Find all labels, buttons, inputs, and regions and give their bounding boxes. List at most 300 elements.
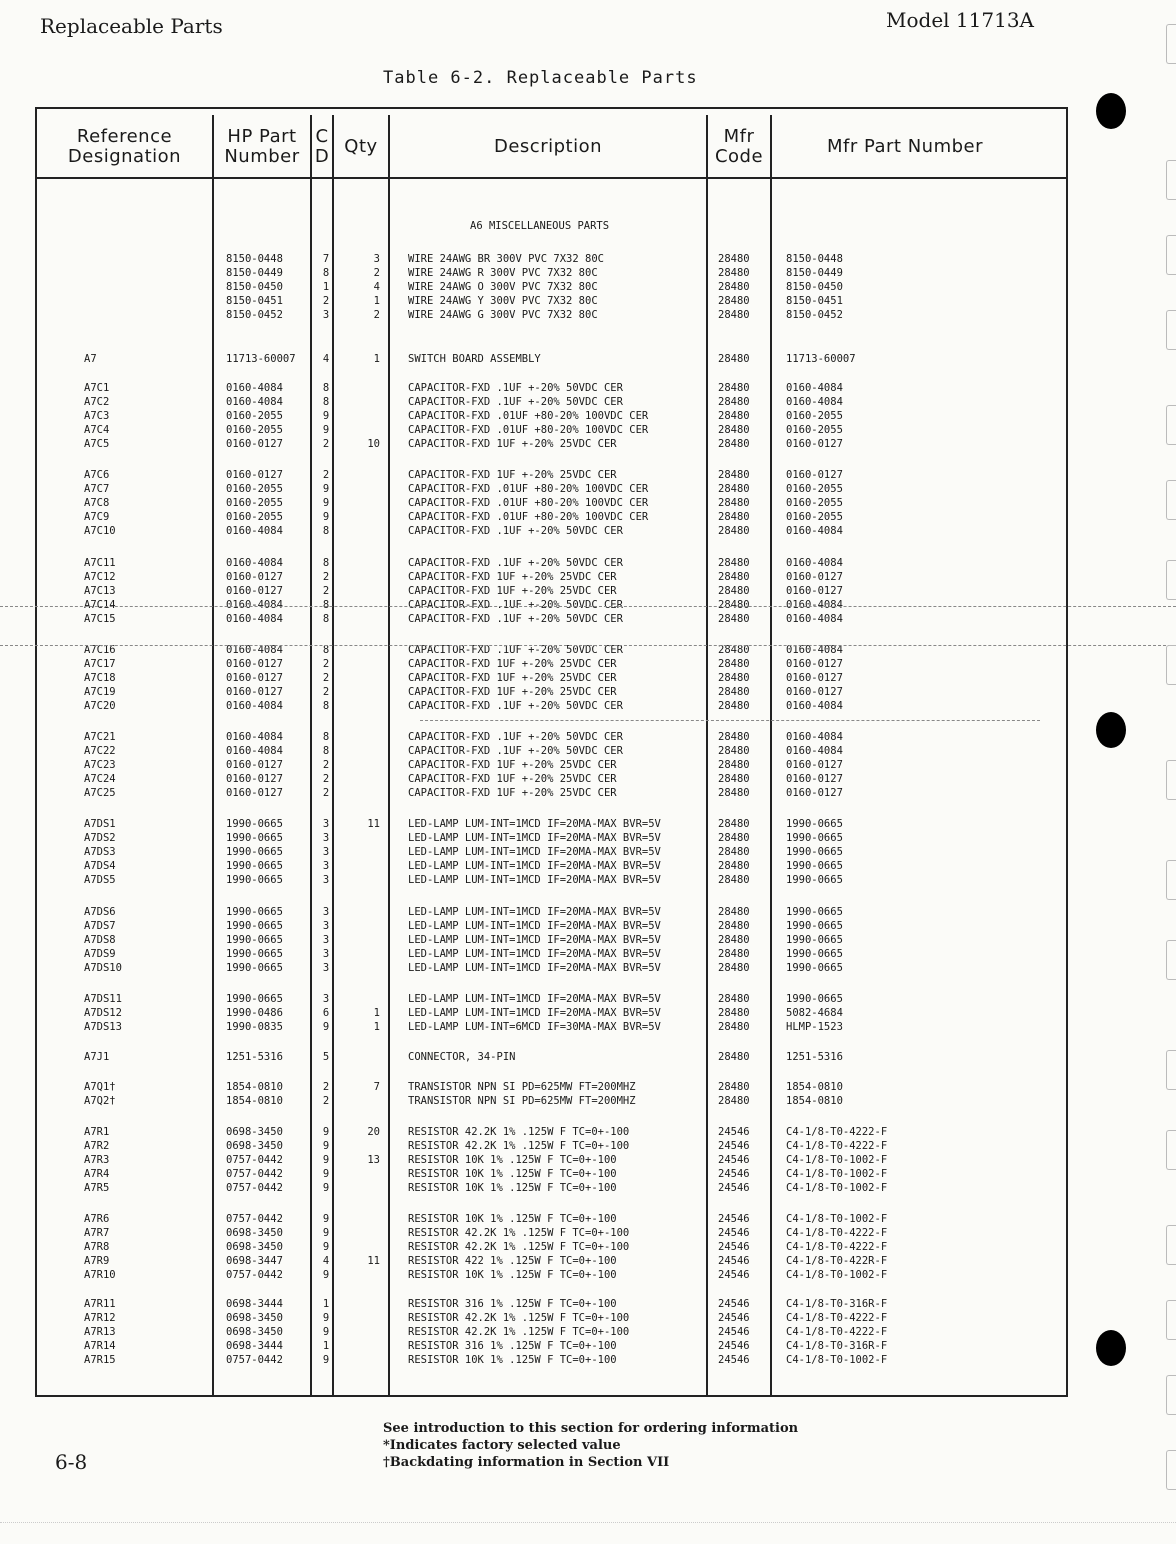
mfr-code: 28480 xyxy=(718,571,750,583)
description: LED-LAMP LUM-INT=1MCD IF=20MA-MAX BVR=5V xyxy=(408,962,661,974)
mfr-part-number: 0160-4084 xyxy=(786,731,843,743)
reference-designation: A7C24 xyxy=(84,773,116,785)
check-digit: 3 xyxy=(322,309,330,321)
description: CAPACITOR-FXD .1UF +-20% 50VDC CER xyxy=(408,731,623,743)
mfr-part-number: 5082-4684 xyxy=(786,1007,843,1019)
hp-part-number: 1990-0665 xyxy=(226,846,283,858)
mfr-part-number: C4-1/8-T0-1002-F xyxy=(786,1168,888,1180)
table-row xyxy=(0,961,1100,975)
table-row xyxy=(0,1325,1100,1339)
reference-designation: A7C7 xyxy=(84,483,110,495)
table-row xyxy=(0,1094,1100,1108)
description: CAPACITOR-FXD 1UF +-20% 25VDC CER xyxy=(408,469,617,481)
hp-part-number: 0698-3450 xyxy=(226,1326,283,1338)
reference-designation: A7C22 xyxy=(84,745,116,757)
description: WIRE 24AWG Y 300V PVC 7X32 80C xyxy=(408,295,598,307)
reference-designation: A7C8 xyxy=(84,497,110,509)
mfr-part-number: 1251-5316 xyxy=(786,1051,843,1063)
hp-part-number: 1990-0665 xyxy=(226,993,283,1005)
table-row xyxy=(0,1297,1100,1311)
table-row xyxy=(0,1339,1100,1353)
check-digit: 2 xyxy=(322,1081,330,1093)
check-digit: 8 xyxy=(322,599,330,611)
mfr-part-number: C4-1/8-T0-316R-F xyxy=(786,1298,888,1310)
check-digit: 9 xyxy=(322,1326,330,1338)
hp-part-number: 1251-5316 xyxy=(226,1051,283,1063)
mfr-code: 28480 xyxy=(718,1007,750,1019)
col-header-cd: C D xyxy=(314,126,330,167)
col-header-mfr-part: Mfr Part Number xyxy=(826,136,984,157)
mfr-code: 28480 xyxy=(718,759,750,771)
check-digit: 8 xyxy=(322,267,330,279)
check-digit: 2 xyxy=(322,787,330,799)
reference-designation: A7C25 xyxy=(84,787,116,799)
check-digit: 8 xyxy=(322,613,330,625)
hp-part-number: 0160-4084 xyxy=(226,613,283,625)
hp-part-number: 0698-3450 xyxy=(226,1312,283,1324)
col-header-hp-part: HP Part Number xyxy=(224,126,300,167)
table-row xyxy=(0,381,1100,395)
table-row xyxy=(0,1050,1100,1064)
table-row xyxy=(0,482,1100,496)
mfr-code: 28480 xyxy=(718,962,750,974)
table-row xyxy=(0,699,1100,713)
hp-part-number: 0757-0442 xyxy=(226,1354,283,1366)
hp-part-number: 1990-0665 xyxy=(226,860,283,872)
description: RESISTOR 42.2K 1% .125W F TC=0+-100 xyxy=(408,1227,630,1239)
table-row xyxy=(0,1020,1100,1034)
hp-part-number: 1990-0665 xyxy=(226,962,283,974)
check-digit: 9 xyxy=(322,483,330,495)
check-digit: 9 xyxy=(322,1312,330,1324)
table-row xyxy=(0,409,1100,423)
mfr-part-number: 8150-0452 xyxy=(786,309,843,321)
mfr-code: 24546 xyxy=(718,1269,750,1281)
mfr-code: 28480 xyxy=(718,483,750,495)
mfr-part-number: C4-1/8-T0-4222-F xyxy=(786,1241,888,1253)
mfr-part-number: 0160-0127 xyxy=(786,658,843,670)
table-row xyxy=(0,266,1100,280)
hp-part-number: 1990-0665 xyxy=(226,874,283,886)
hp-part-number: 0160-4084 xyxy=(226,700,283,712)
hp-part-number: 8150-0449 xyxy=(226,267,283,279)
hp-part-number: 0160-0127 xyxy=(226,438,283,450)
mfr-code: 28480 xyxy=(718,874,750,886)
edge-tab xyxy=(1166,405,1176,445)
reference-designation: A7 xyxy=(84,353,97,365)
table-row xyxy=(0,671,1100,685)
mfr-code: 28480 xyxy=(718,1051,750,1063)
mfr-part-number: 8150-0450 xyxy=(786,281,843,293)
hp-part-number: 0160-4084 xyxy=(226,525,283,537)
table-title: Table 6-2. Replaceable Parts xyxy=(383,68,698,88)
hp-part-number: 0160-0127 xyxy=(226,759,283,771)
description: LED-LAMP LUM-INT=1MCD IF=20MA-MAX BVR=5V xyxy=(408,1007,661,1019)
check-digit: 8 xyxy=(322,644,330,656)
check-digit: 9 xyxy=(322,1213,330,1225)
description: CAPACITOR-FXD 1UF +-20% 25VDC CER xyxy=(408,672,617,684)
hp-part-number: 1990-0486 xyxy=(226,1007,283,1019)
description: RESISTOR 10K 1% .125W F TC=0+-100 xyxy=(408,1213,617,1225)
edge-tab xyxy=(1166,24,1176,64)
edge-tab xyxy=(1166,645,1176,685)
reference-designation: A7R10 xyxy=(84,1269,116,1281)
table-row xyxy=(0,252,1100,266)
mfr-code: 28480 xyxy=(718,672,750,684)
hp-part-number: 0698-3444 xyxy=(226,1298,283,1310)
col-header-qty: Qty xyxy=(344,136,378,157)
quantity: 1 xyxy=(373,1007,380,1019)
quantity: 4 xyxy=(373,281,380,293)
check-digit: 2 xyxy=(322,295,330,307)
page-header-right: Model 11713A xyxy=(886,8,1034,32)
mfr-code: 24546 xyxy=(718,1312,750,1324)
check-digit: 2 xyxy=(322,773,330,785)
mfr-part-number: C4-1/8-T0-4222-F xyxy=(786,1312,888,1324)
mfr-code: 28480 xyxy=(718,993,750,1005)
reference-designation: A7C23 xyxy=(84,759,116,771)
mfr-code: 28480 xyxy=(718,948,750,960)
mfr-part-number: 1854-0810 xyxy=(786,1095,843,1107)
quantity: 10 xyxy=(367,438,380,450)
table-row xyxy=(0,1080,1100,1094)
table-row xyxy=(0,919,1100,933)
hp-part-number: 0160-0127 xyxy=(226,787,283,799)
edge-tab xyxy=(1166,310,1176,350)
mfr-part-number: 0160-0127 xyxy=(786,438,843,450)
mfr-code: 28480 xyxy=(718,497,750,509)
description: LED-LAMP LUM-INT=1MCD IF=20MA-MAX BVR=5V xyxy=(408,818,661,830)
edge-tab xyxy=(1166,1130,1176,1170)
hp-part-number: 0757-0442 xyxy=(226,1154,283,1166)
table-row xyxy=(0,685,1100,699)
check-digit: 2 xyxy=(322,672,330,684)
description: TRANSISTOR NPN SI PD=625MW FT=200MHZ xyxy=(408,1095,636,1107)
table-row xyxy=(0,905,1100,919)
edge-tab xyxy=(1166,940,1176,980)
table-row xyxy=(0,395,1100,409)
check-digit: 2 xyxy=(322,658,330,670)
mfr-code: 28480 xyxy=(718,787,750,799)
reference-designation: A7DS7 xyxy=(84,920,116,932)
hp-part-number: 0698-3450 xyxy=(226,1126,283,1138)
table-row xyxy=(0,873,1100,887)
mfr-part-number: 0160-0127 xyxy=(786,469,843,481)
mfr-part-number: 0160-4084 xyxy=(786,525,843,537)
table-row xyxy=(0,992,1100,1006)
check-digit: 9 xyxy=(322,424,330,436)
description: CAPACITOR-FXD .1UF +-20% 50VDC CER xyxy=(408,396,623,408)
reference-designation: A7C1 xyxy=(84,382,110,394)
mfr-code: 24546 xyxy=(718,1298,750,1310)
mfr-part-number: 8150-0448 xyxy=(786,253,843,265)
mfr-part-number: 0160-4084 xyxy=(786,644,843,656)
table-row xyxy=(0,817,1100,831)
description: CAPACITOR-FXD .1UF +-20% 50VDC CER xyxy=(408,700,623,712)
check-digit: 2 xyxy=(322,585,330,597)
description: RESISTOR 42.2K 1% .125W F TC=0+-100 xyxy=(408,1241,630,1253)
mfr-code: 28480 xyxy=(718,295,750,307)
quantity: 1 xyxy=(373,1021,380,1033)
check-digit: 3 xyxy=(322,874,330,886)
check-digit: 3 xyxy=(322,860,330,872)
mfr-part-number: 1990-0665 xyxy=(786,993,843,1005)
check-digit: 4 xyxy=(322,353,330,365)
mfr-part-number: 0160-2055 xyxy=(786,497,843,509)
reference-designation: A7C19 xyxy=(84,686,116,698)
reference-designation: A7C9 xyxy=(84,511,110,523)
mfr-code: 28480 xyxy=(718,353,750,365)
fold-mark xyxy=(420,720,1040,721)
hp-part-number: 1990-0665 xyxy=(226,832,283,844)
mfr-code: 24546 xyxy=(718,1213,750,1225)
reference-designation: A7R8 xyxy=(84,1241,110,1253)
table-row xyxy=(0,1153,1100,1167)
mfr-part-number: C4-1/8-T0-4222-F xyxy=(786,1227,888,1239)
mfr-part-number: C4-1/8-T0-1002-F xyxy=(786,1213,888,1225)
description: LED-LAMP LUM-INT=1MCD IF=20MA-MAX BVR=5V xyxy=(408,832,661,844)
mfr-part-number: 1990-0665 xyxy=(786,962,843,974)
description: RESISTOR 10K 1% .125W F TC=0+-100 xyxy=(408,1168,617,1180)
mfr-code: 28480 xyxy=(718,253,750,265)
reference-designation: A7R5 xyxy=(84,1182,110,1194)
hp-part-number: 8150-0448 xyxy=(226,253,283,265)
mfr-code: 28480 xyxy=(718,1095,750,1107)
reference-designation: A7DS6 xyxy=(84,906,116,918)
table-row xyxy=(0,1240,1100,1254)
check-digit: 2 xyxy=(322,571,330,583)
description: RESISTOR 10K 1% .125W F TC=0+-100 xyxy=(408,1269,617,1281)
mfr-part-number: 0160-0127 xyxy=(786,686,843,698)
reference-designation: A7C3 xyxy=(84,410,110,422)
check-digit: 6 xyxy=(322,1007,330,1019)
reference-designation: A7C16 xyxy=(84,644,116,656)
quantity: 7 xyxy=(373,1081,380,1093)
reference-designation: A7DS9 xyxy=(84,948,116,960)
description: RESISTOR 42.2K 1% .125W F TC=0+-100 xyxy=(408,1140,630,1152)
footer-note: †Backdating information in Section VII xyxy=(383,1455,670,1470)
table-row xyxy=(0,423,1100,437)
table-row xyxy=(0,468,1100,482)
reference-designation: A7R4 xyxy=(84,1168,110,1180)
mfr-code: 24546 xyxy=(718,1241,750,1253)
description: LED-LAMP LUM-INT=1MCD IF=20MA-MAX BVR=5V xyxy=(408,860,661,872)
table-row xyxy=(0,1139,1100,1153)
reference-designation: A7DS4 xyxy=(84,860,116,872)
hp-part-number: 1854-0810 xyxy=(226,1095,283,1107)
reference-designation: A7DS8 xyxy=(84,934,116,946)
mfr-code: 28480 xyxy=(718,281,750,293)
check-digit: 8 xyxy=(322,557,330,569)
mfr-code: 28480 xyxy=(718,860,750,872)
mfr-part-number: 11713-60007 xyxy=(786,353,856,365)
description: TRANSISTOR NPN SI PD=625MW FT=200MHZ xyxy=(408,1081,636,1093)
check-digit: 4 xyxy=(322,1255,330,1267)
mfr-code: 28480 xyxy=(718,658,750,670)
reference-designation: A7C11 xyxy=(84,557,116,569)
mfr-code: 28480 xyxy=(718,613,750,625)
check-digit: 3 xyxy=(322,934,330,946)
quantity: 1 xyxy=(373,295,380,307)
reference-designation: A7DS10 xyxy=(84,962,122,974)
description: CAPACITOR-FXD 1UF +-20% 25VDC CER xyxy=(408,658,617,670)
mfr-code: 28480 xyxy=(718,920,750,932)
table-row xyxy=(0,308,1100,322)
mfr-code: 28480 xyxy=(718,396,750,408)
reference-designation: A7C12 xyxy=(84,571,116,583)
check-digit: 9 xyxy=(322,410,330,422)
edge-tab xyxy=(1166,860,1176,900)
table-row xyxy=(0,1311,1100,1325)
mfr-code: 28480 xyxy=(718,906,750,918)
check-digit: 3 xyxy=(322,948,330,960)
table-row xyxy=(0,598,1100,612)
mfr-code: 28480 xyxy=(718,745,750,757)
table-row xyxy=(0,1006,1100,1020)
reference-designation: A7C2 xyxy=(84,396,110,408)
mfr-code: 24546 xyxy=(718,1182,750,1194)
hp-part-number: 0160-4084 xyxy=(226,644,283,656)
description: RESISTOR 42.2K 1% .125W F TC=0+-100 xyxy=(408,1312,630,1324)
mfr-code: 28480 xyxy=(718,846,750,858)
mfr-part-number: 0160-0127 xyxy=(786,787,843,799)
mfr-part-number: 1990-0665 xyxy=(786,920,843,932)
check-digit: 1 xyxy=(322,1340,330,1352)
check-digit: 3 xyxy=(322,846,330,858)
binder-hole-icon xyxy=(1096,712,1126,748)
description: RESISTOR 10K 1% .125W F TC=0+-100 xyxy=(408,1354,617,1366)
description: CAPACITOR-FXD .1UF +-20% 50VDC CER xyxy=(408,745,623,757)
col-header-mfr-code: Mfr Code xyxy=(714,126,764,167)
hp-part-number: 0160-2055 xyxy=(226,511,283,523)
check-digit: 9 xyxy=(322,1182,330,1194)
check-digit: 3 xyxy=(322,818,330,830)
edge-tab xyxy=(1166,760,1176,800)
mfr-part-number: 0160-2055 xyxy=(786,410,843,422)
mfr-part-number: HLMP-1523 xyxy=(786,1021,843,1033)
hp-part-number: 0160-2055 xyxy=(226,410,283,422)
hp-part-number: 0160-4084 xyxy=(226,396,283,408)
edge-tab xyxy=(1166,1225,1176,1265)
mfr-code: 28480 xyxy=(718,309,750,321)
table-row xyxy=(0,1125,1100,1139)
binder-hole-icon xyxy=(1096,93,1126,129)
table-row xyxy=(0,1353,1100,1367)
mfr-code: 24546 xyxy=(718,1126,750,1138)
mfr-part-number: C4-1/8-T0-4222-F xyxy=(786,1126,888,1138)
check-digit: 2 xyxy=(322,686,330,698)
mfr-code: 28480 xyxy=(718,267,750,279)
table-row xyxy=(0,1181,1100,1195)
hp-part-number: 0698-3444 xyxy=(226,1340,283,1352)
table-row xyxy=(0,758,1100,772)
check-digit: 5 xyxy=(322,1051,330,1063)
description: CAPACITOR-FXD .1UF +-20% 50VDC CER xyxy=(408,557,623,569)
reference-designation: A7DS11 xyxy=(84,993,122,1005)
mfr-part-number: C4-1/8-T0-1002-F xyxy=(786,1182,888,1194)
table-row xyxy=(0,612,1100,626)
description: CAPACITOR-FXD 1UF +-20% 25VDC CER xyxy=(408,438,617,450)
mfr-part-number: 0160-2055 xyxy=(786,424,843,436)
hp-part-number: 0698-3450 xyxy=(226,1241,283,1253)
mfr-code: 28480 xyxy=(718,1081,750,1093)
table-row xyxy=(0,570,1100,584)
hp-part-number: 0160-0127 xyxy=(226,571,283,583)
check-digit: 9 xyxy=(322,1126,330,1138)
mfr-code: 28480 xyxy=(718,410,750,422)
description: SWITCH BOARD ASSEMBLY xyxy=(408,353,541,365)
description: LED-LAMP LUM-INT=1MCD IF=20MA-MAX BVR=5V xyxy=(408,846,661,858)
mfr-part-number: 8150-0451 xyxy=(786,295,843,307)
hp-part-number: 0160-0127 xyxy=(226,585,283,597)
table-row xyxy=(0,947,1100,961)
hp-part-number: 1990-0665 xyxy=(226,906,283,918)
description: CAPACITOR-FXD 1UF +-20% 25VDC CER xyxy=(408,773,617,785)
mfr-part-number: C4-1/8-T0-1002-F xyxy=(786,1269,888,1281)
mfr-part-number: 0160-0127 xyxy=(786,773,843,785)
check-digit: 9 xyxy=(322,1140,330,1152)
edge-tab xyxy=(1166,480,1176,520)
reference-designation: A7C5 xyxy=(84,438,110,450)
description: RESISTOR 10K 1% .125W F TC=0+-100 xyxy=(408,1182,617,1194)
footer-note: See introduction to this section for ordering information xyxy=(383,1421,799,1436)
page-number: 6-8 xyxy=(55,1450,88,1474)
reference-designation: A7DS2 xyxy=(84,832,116,844)
reference-designation: A7C6 xyxy=(84,469,110,481)
description: LED-LAMP LUM-INT=1MCD IF=20MA-MAX BVR=5V xyxy=(408,874,661,886)
check-digit: 8 xyxy=(322,745,330,757)
mfr-code: 24546 xyxy=(718,1354,750,1366)
description: WIRE 24AWG O 300V PVC 7X32 80C xyxy=(408,281,598,293)
mfr-code: 28480 xyxy=(718,700,750,712)
table-row xyxy=(0,1167,1100,1181)
hp-part-number: 0160-4084 xyxy=(226,557,283,569)
check-digit: 7 xyxy=(322,253,330,265)
table-row xyxy=(0,352,1100,366)
mfr-part-number: C4-1/8-T0-316R-F xyxy=(786,1340,888,1352)
page-header-left: Replaceable Parts xyxy=(40,14,223,38)
mfr-part-number: 0160-2055 xyxy=(786,483,843,495)
description: LED-LAMP LUM-INT=1MCD IF=20MA-MAX BVR=5V xyxy=(408,920,661,932)
table-row xyxy=(0,845,1100,859)
table-row xyxy=(0,556,1100,570)
mfr-code: 28480 xyxy=(718,934,750,946)
mfr-code: 28480 xyxy=(718,438,750,450)
check-digit: 8 xyxy=(322,700,330,712)
quantity: 3 xyxy=(373,253,380,265)
reference-designation: A7Q1† xyxy=(84,1081,116,1093)
hp-part-number: 0160-4084 xyxy=(226,382,283,394)
description: WIRE 24AWG G 300V PVC 7X32 80C xyxy=(408,309,598,321)
hp-part-number: 0698-3450 xyxy=(226,1140,283,1152)
mfr-part-number: 1990-0665 xyxy=(786,948,843,960)
hp-part-number: 0160-4084 xyxy=(226,731,283,743)
description: CAPACITOR-FXD .01UF +80-20% 100VDC CER xyxy=(408,511,649,523)
check-digit: 1 xyxy=(322,281,330,293)
check-digit: 2 xyxy=(322,469,330,481)
description: CAPACITOR-FXD .1UF +-20% 50VDC CER xyxy=(408,644,623,656)
quantity: 13 xyxy=(367,1154,380,1166)
reference-designation: A7R9 xyxy=(84,1255,110,1267)
mfr-part-number: 0160-0127 xyxy=(786,759,843,771)
hp-part-number: 0160-0127 xyxy=(226,686,283,698)
reference-designation: A7R12 xyxy=(84,1312,116,1324)
mfr-part-number: 1990-0665 xyxy=(786,818,843,830)
hp-part-number: 0160-0127 xyxy=(226,469,283,481)
hp-part-number: 8150-0450 xyxy=(226,281,283,293)
hp-part-number: 1854-0810 xyxy=(226,1081,283,1093)
hp-part-number: 0757-0442 xyxy=(226,1182,283,1194)
